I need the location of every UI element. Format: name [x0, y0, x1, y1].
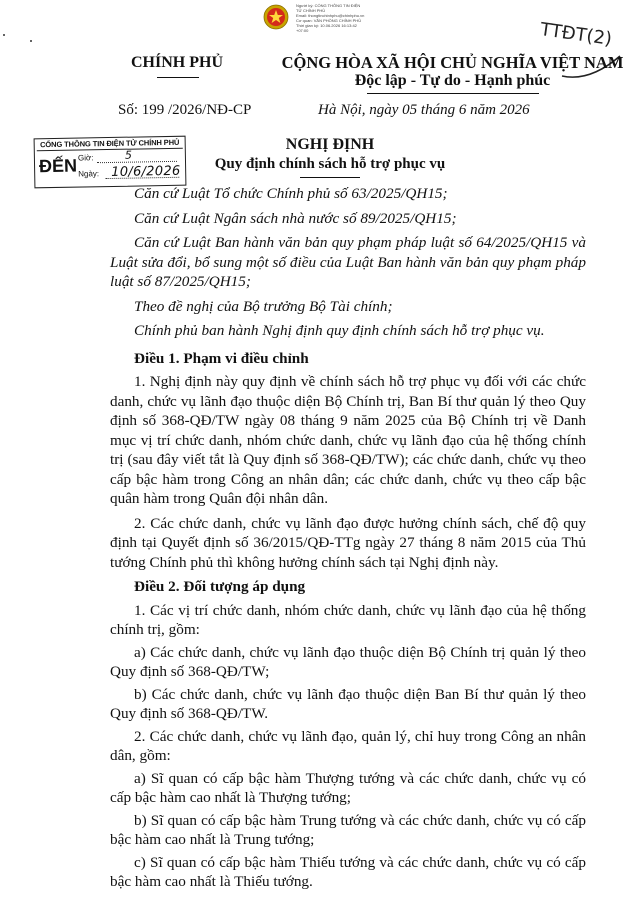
- stamp-time-label: Giờ:: [77, 153, 94, 163]
- article-1-paragraph: 1. Nghị định này quy định về chính sách hỗ trợ phục vụ đối với các chức danh, chức vụ lãnh đạo thuộc diện Bộ Chính trị, Ban Bí thư quản lý theo Quy định số 368-QĐ/TW ngày 08 tháng 9 năm 2025 của Bộ Chính trị về Danh mục vị trí chức danh, nhóm chức danh, chức vụ lãnh đạo của hệ thống chính trị (sau đây viết tắt là Quy định số 368-QĐ/TW); các chức danh, chức vụ theo cấp bậc hàm trong Công an nhân dân; các chức danh, chức vụ theo cấp bậc quân hàm trong Quân đội nhân dân.: [110, 373, 586, 507]
- handwritten-note: TTĐT(2): [538, 19, 614, 50]
- stamp-date-label: Ngày:: [78, 169, 100, 179]
- document-title: Quy định chính sách hỗ trợ phục vụ: [214, 156, 446, 172]
- signature-line: Thời gian ký: 10.06.2026 16:13:42: [296, 23, 357, 28]
- agency-underline: [157, 77, 199, 78]
- stamp-organization: CỔNG THÔNG TIN ĐIỆN TỬ CHÍNH PHỦ: [37, 138, 183, 152]
- preamble-line: Căn cứ Luật Tổ chức Chính phủ số 63/2025/QH15;: [134, 185, 448, 202]
- issuing-agency: CHÍNH PHỦ: [131, 54, 223, 71]
- received-stamp: [34, 136, 187, 189]
- article-2-paragraph: a) Các chức danh, chức vụ lãnh đạo thuộc diện Bộ Chính trị quản lý theo Quy định số 368-QĐ/TW;: [110, 643, 586, 680]
- article-2-paragraph: c) Sĩ quan có cấp bậc hàm Thiếu tướng và các chức danh, chức vụ có cấp bậc hàm cao nhất là Thiếu tướng.: [110, 853, 586, 890]
- signature-line: Email: thongtinchinhphu@chinhphu.vn: [296, 13, 365, 18]
- national-title: CỘNG HÒA XÃ HỘI CHỦ NGHĨA VIỆT NAM: [281, 53, 624, 72]
- signature-line: Cơ quan: VĂN PHÒNG CHÍNH PHỦ: [296, 18, 362, 23]
- stamp-den-label: ĐẾN: [38, 155, 78, 177]
- article-1-paragraph: 2. Các chức danh, chức vụ lãnh đạo được hưởng chính sách, chế độ quy định tại Quyết định số 36/2015/QĐ-TTg ngày 27 tháng 8 năm 2015 của Thủ tướng Chính phủ thì không hưởng chính sách tại Nghị định này.: [110, 514, 586, 571]
- motto-underline: [367, 93, 539, 94]
- digital-signature-metadata: [296, 3, 446, 33]
- title-underline: [300, 177, 360, 178]
- stamp-date-value: 10/6/2026: [111, 163, 181, 180]
- preamble-line: Chính phủ ban hành Nghị định quy định chính sách hỗ trợ phục vụ.: [134, 322, 545, 339]
- article-2-paragraph: b) Sĩ quan có cấp bậc hàm Trung tướng và các chức danh, chức vụ có cấp bậc hàm cao nhất là Trung tướng;: [110, 811, 586, 848]
- stamp-dotted-line: [97, 161, 177, 163]
- preamble-line: Theo đề nghị của Bộ trưởng Bộ Tài chính;: [134, 297, 393, 315]
- scan-speck: [3, 34, 5, 36]
- document-type: NGHỊ ĐỊNH: [285, 136, 375, 153]
- article-1-heading: Điều 1. Phạm vi điều chỉnh: [134, 349, 309, 367]
- signature-line: +07:00: [296, 28, 309, 33]
- article-2-heading: Điều 2. Đối tượng áp dụng: [134, 578, 306, 595]
- preamble-line: Căn cứ Luật Ngân sách nhà nước số 89/2025/QH15;: [134, 209, 457, 227]
- stamp-time-value: 5: [124, 148, 132, 162]
- signature-line: Người ký: CỔNG THÔNG TIN ĐIỆN: [296, 3, 361, 8]
- scan-speck: [30, 40, 32, 42]
- document-number: Số: 199 /2026/NĐ-CP: [118, 102, 252, 118]
- article-2-paragraph: b) Các chức danh, chức vụ lãnh đạo thuộc diện Ban Bí thư quản lý theo Quy định số 368-QĐ/TW.: [110, 685, 586, 722]
- national-motto: Độc lập - Tự do - Hạnh phúc: [354, 72, 551, 89]
- document-body: [110, 184, 586, 895]
- article-2-paragraph: a) Sĩ quan có cấp bậc hàm Thượng tướng và các chức danh, chức vụ có cấp bậc hàm cao nhất là Thượng tướng;: [110, 769, 586, 806]
- place-and-date: Hà Nội, ngày 05 tháng 6 năm 2026: [318, 102, 530, 118]
- article-2-paragraph: 1. Các vị trí chức danh, nhóm chức danh, chức vụ lãnh đạo của hệ thống chính trị, gồm:: [110, 601, 586, 638]
- preamble-line: Căn cứ Luật Ban hành văn bản quy phạm pháp luật số 64/2025/QH15 và Luật sửa đổi, bổ sung một số điều của Luật Ban hành văn bản quy phạm pháp luật số 87/2025/QH15;: [110, 234, 586, 290]
- signature-line: TỬ CHÍNH PHỦ: [296, 8, 326, 13]
- article-2-paragraph: 2. Các chức danh, chức vụ lãnh đạo, quản lý, chỉ huy trong Công an nhân dân, gồm:: [110, 727, 586, 764]
- national-emblem-seal-icon: [263, 4, 289, 30]
